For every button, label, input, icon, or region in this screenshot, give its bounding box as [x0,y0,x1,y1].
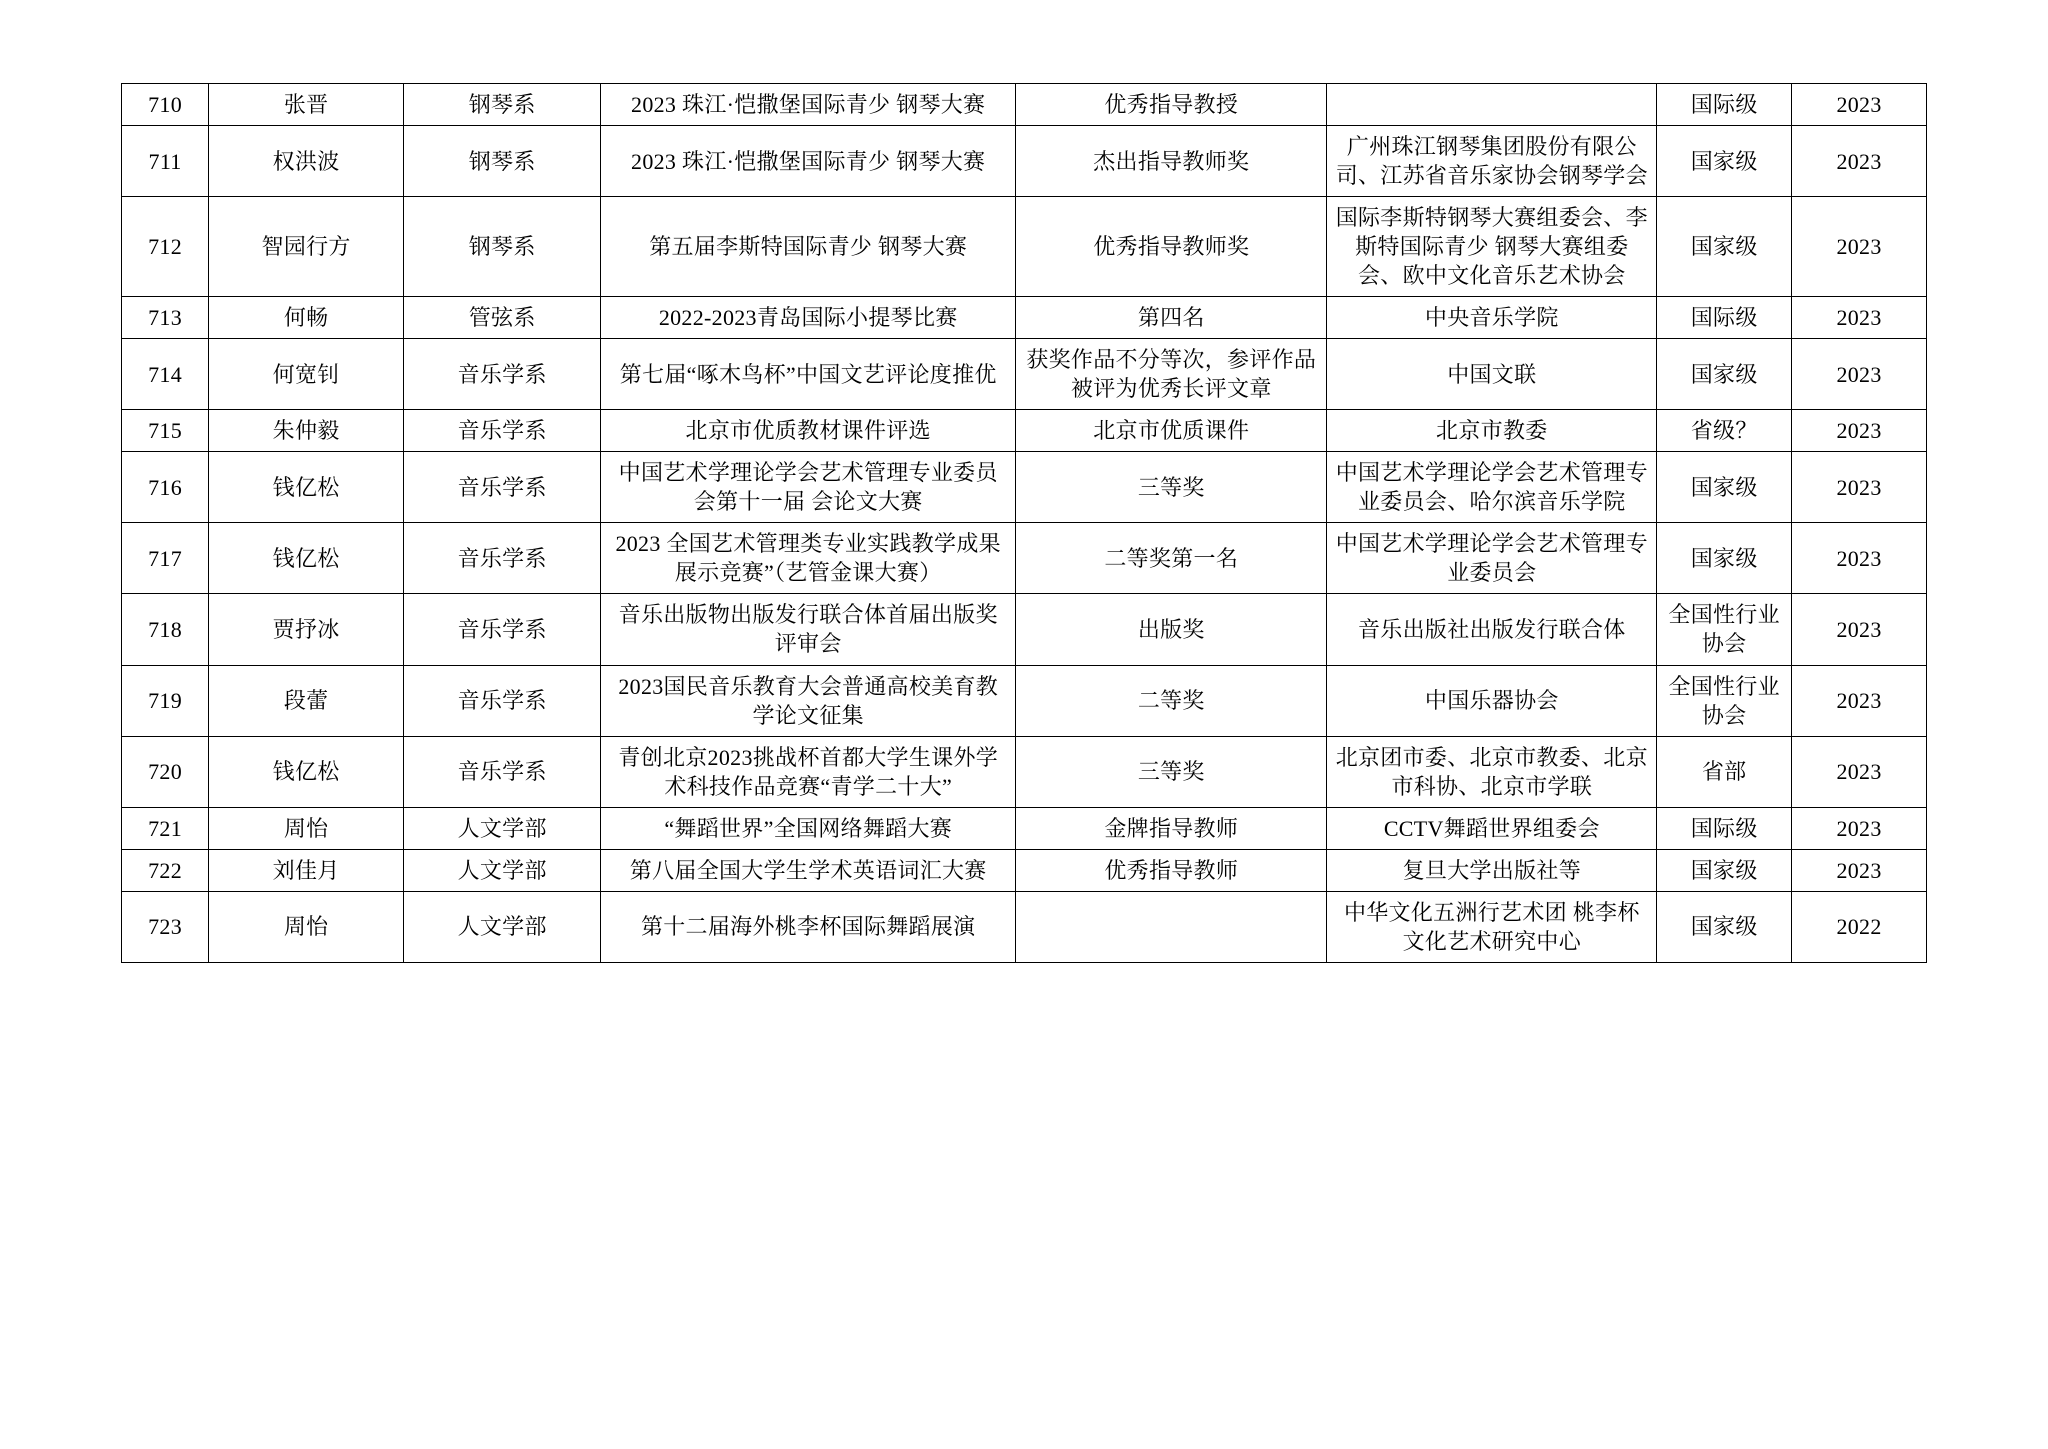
cell-dept: 音乐学系 [404,736,601,807]
cell-award: 三等奖 [1016,736,1327,807]
table-row [122,410,1927,452]
cell-level: 省部 [1657,736,1792,807]
cell-year: 2023 [1792,126,1927,197]
cell-org: 中国文联 [1327,339,1657,410]
cell-org: 北京团市委、北京市教委、北京市科协、北京市学联 [1327,736,1657,807]
cell-award: 二等奖 [1016,665,1327,736]
cell-year: 2023 [1792,410,1927,452]
cell-dept: 音乐学系 [404,339,601,410]
cell-level: 国际级 [1657,807,1792,849]
cell-award: 杰出指导教师奖 [1016,126,1327,197]
cell-id: 714 [122,339,209,410]
cell-award: 出版奖 [1016,594,1327,665]
cell-event: 第五届李斯特国际青少 钢琴大赛 [601,197,1016,297]
cell-dept: 音乐学系 [404,523,601,594]
cell-org [1327,84,1657,126]
cell-level: 国家级 [1657,126,1792,197]
cell-name: 周怡 [209,807,404,849]
cell-dept: 人文学部 [404,849,601,891]
cell-level: 全国性行业协会 [1657,665,1792,736]
cell-dept: 管弦系 [404,297,601,339]
cell-award: 优秀指导教师 [1016,849,1327,891]
cell-award: 优秀指导教师奖 [1016,197,1327,297]
cell-id: 722 [122,849,209,891]
cell-name: 钱亿松 [209,452,404,523]
cell-year: 2023 [1792,594,1927,665]
cell-award: 获奖作品不分等次，参评作品被评为优秀长评文章 [1016,339,1327,410]
cell-org: 中央音乐学院 [1327,297,1657,339]
table-row [122,849,1927,891]
cell-year: 2023 [1792,297,1927,339]
cell-level: 国际级 [1657,84,1792,126]
cell-org: 广州珠江钢琴集团股份有限公司、江苏省音乐家协会钢琴学会 [1327,126,1657,197]
cell-level: 全国性行业协会 [1657,594,1792,665]
table-row [122,594,1927,665]
cell-dept: 人文学部 [404,807,601,849]
table-row [122,197,1927,297]
cell-event: “舞蹈世界”全国网络舞蹈大赛 [601,807,1016,849]
cell-name: 智园行方 [209,197,404,297]
cell-event: 第七届“啄木鸟杯”中国文艺评论度推优 [601,339,1016,410]
cell-dept: 音乐学系 [404,665,601,736]
cell-year: 2023 [1792,339,1927,410]
cell-event: 2023 珠江·恺撒堡国际青少 钢琴大赛 [601,84,1016,126]
cell-name: 贾抒冰 [209,594,404,665]
cell-org: CCTV舞蹈世界组委会 [1327,807,1657,849]
cell-event: 2023 珠江·恺撒堡国际青少 钢琴大赛 [601,126,1016,197]
cell-event: 北京市优质教材课件评选 [601,410,1016,452]
award-records-table [121,83,1927,963]
cell-level: 国家级 [1657,452,1792,523]
table-row [122,84,1927,126]
cell-id: 715 [122,410,209,452]
cell-level: 国家级 [1657,197,1792,297]
cell-year: 2023 [1792,84,1927,126]
cell-org: 复旦大学出版社等 [1327,849,1657,891]
cell-org: 中华文化五洲行艺术团 桃李杯文化艺术研究中心 [1327,891,1657,962]
cell-year: 2023 [1792,197,1927,297]
cell-event: 青创北京2023挑战杯首都大学生课外学术科技作品竞赛“青学二十大” [601,736,1016,807]
cell-dept: 钢琴系 [404,197,601,297]
cell-event: 2023 全国艺术管理类专业实践教学成果展示竞赛”（艺管金课大赛） [601,523,1016,594]
cell-event: 第十二届海外桃李杯国际舞蹈展演 [601,891,1016,962]
cell-year: 2023 [1792,452,1927,523]
cell-id: 717 [122,523,209,594]
cell-org: 中国乐器协会 [1327,665,1657,736]
cell-name: 何宽钊 [209,339,404,410]
cell-event: 2022-2023青岛国际小提琴比赛 [601,297,1016,339]
cell-name: 钱亿松 [209,523,404,594]
cell-id: 719 [122,665,209,736]
table-row [122,297,1927,339]
cell-event: 2023国民音乐教育大会普通高校美育教学论文征集 [601,665,1016,736]
cell-name: 朱仲毅 [209,410,404,452]
table-row [122,891,1927,962]
cell-dept: 钢琴系 [404,126,601,197]
cell-name: 刘佳月 [209,849,404,891]
cell-award: 二等奖第一名 [1016,523,1327,594]
cell-dept: 钢琴系 [404,84,601,126]
cell-id: 716 [122,452,209,523]
cell-level: 国家级 [1657,339,1792,410]
cell-org: 北京市教委 [1327,410,1657,452]
cell-org: 国际李斯特钢琴大赛组委会、李斯特国际青少 钢琴大赛组委会、欧中文化音乐艺术协会 [1327,197,1657,297]
cell-id: 713 [122,297,209,339]
cell-year: 2022 [1792,891,1927,962]
cell-dept: 音乐学系 [404,594,601,665]
cell-award: 第四名 [1016,297,1327,339]
cell-id: 721 [122,807,209,849]
cell-level: 国家级 [1657,849,1792,891]
cell-id: 710 [122,84,209,126]
cell-id: 723 [122,891,209,962]
table-row [122,807,1927,849]
cell-name: 张晋 [209,84,404,126]
table-row [122,452,1927,523]
cell-org: 中国艺术学理论学会艺术管理专业委员会、哈尔滨音乐学院 [1327,452,1657,523]
cell-id: 712 [122,197,209,297]
cell-dept: 人文学部 [404,891,601,962]
cell-year: 2023 [1792,736,1927,807]
cell-year: 2023 [1792,523,1927,594]
cell-id: 711 [122,126,209,197]
table-row [122,523,1927,594]
cell-name: 何畅 [209,297,404,339]
cell-level: 国家级 [1657,523,1792,594]
cell-dept: 音乐学系 [404,410,601,452]
table-row [122,665,1927,736]
cell-name: 周怡 [209,891,404,962]
cell-level: 省级？ [1657,410,1792,452]
table-row [122,736,1927,807]
cell-id: 718 [122,594,209,665]
cell-award: 金牌指导教师 [1016,807,1327,849]
cell-year: 2023 [1792,807,1927,849]
cell-name: 段蕾 [209,665,404,736]
cell-event: 音乐出版物出版发行联合体首届出版奖评审会 [601,594,1016,665]
cell-dept: 音乐学系 [404,452,601,523]
cell-year: 2023 [1792,849,1927,891]
table-row [122,126,1927,197]
cell-level: 国际级 [1657,297,1792,339]
cell-org: 音乐出版社出版发行联合体 [1327,594,1657,665]
cell-award [1016,891,1327,962]
cell-event: 中国艺术学理论学会艺术管理专业委员会第十一届 会论文大赛 [601,452,1016,523]
cell-award: 优秀指导教授 [1016,84,1327,126]
cell-level: 国家级 [1657,891,1792,962]
cell-name: 权洪波 [209,126,404,197]
cell-name: 钱亿松 [209,736,404,807]
cell-org: 中国艺术学理论学会艺术管理专业委员会 [1327,523,1657,594]
cell-award: 北京市优质课件 [1016,410,1327,452]
table-body [122,84,1927,963]
cell-event: 第八届全国大学生学术英语词汇大赛 [601,849,1016,891]
cell-year: 2023 [1792,665,1927,736]
table-row [122,339,1927,410]
cell-award: 三等奖 [1016,452,1327,523]
cell-id: 720 [122,736,209,807]
